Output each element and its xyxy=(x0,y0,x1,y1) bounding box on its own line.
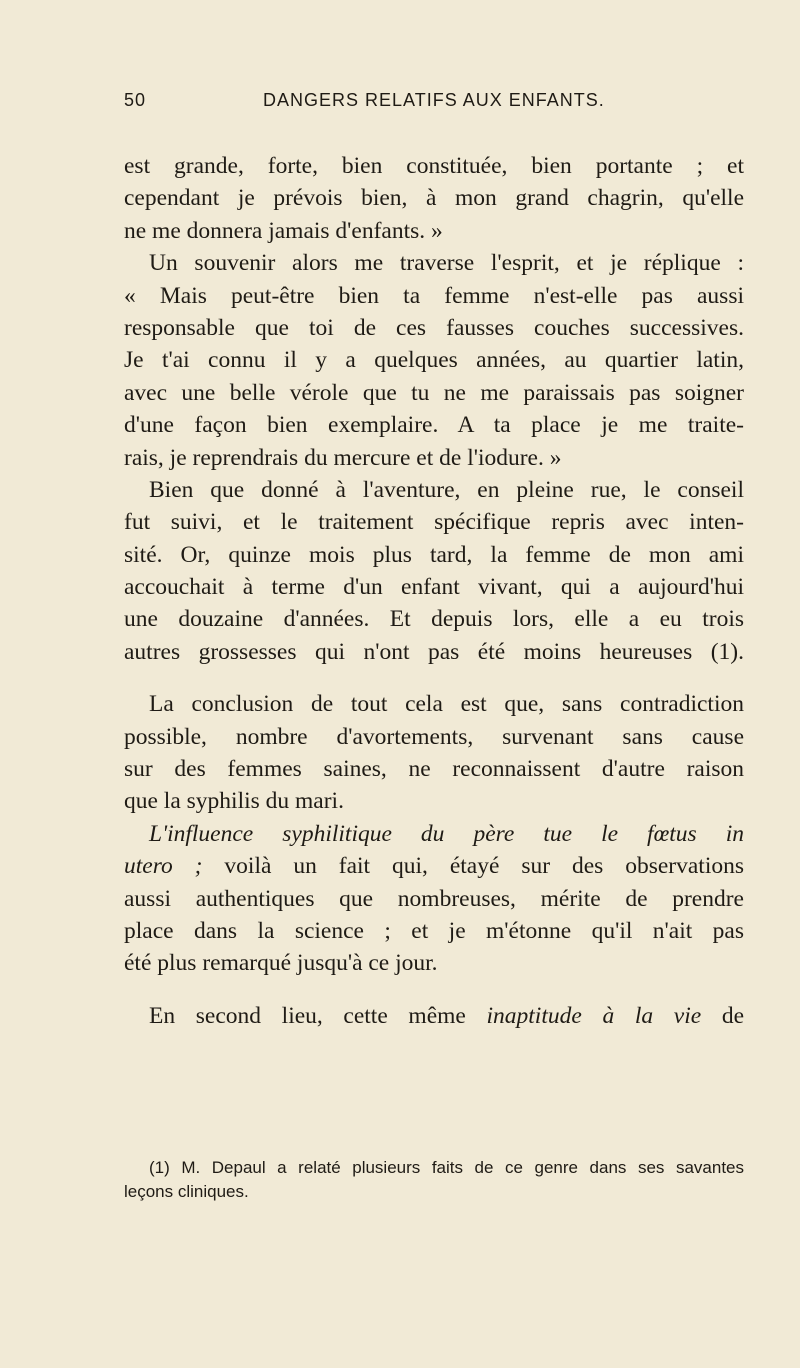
body-text xyxy=(124,150,744,1032)
running-title: DANGERS RELATIFS AUX ENFANTS. xyxy=(263,90,605,110)
text-line: autres grossesses qui n'ont pas été moins heureuses (1). xyxy=(124,638,744,665)
text-line: une douzaine d'années. Et depuis lors, elle a eu trois xyxy=(124,606,744,633)
text-line: aussi authentiques que nombreuses, mérite de prendre xyxy=(124,885,744,912)
text-line: « Mais peut-être bien ta femme n'est-elle pas aussi xyxy=(124,282,744,309)
text-line: Bien que donné à l'aventure, en pleine rue, le conseil xyxy=(149,476,744,503)
text-line: La conclusion de tout cela est que, sans contradiction xyxy=(149,691,744,718)
text-line: d'une façon bien exemplaire. A ta place je me traite- xyxy=(124,412,744,439)
footnote-line: (1) M. Depaul a relaté plusieurs faits de ce genre dans ses savantes xyxy=(149,1158,744,1177)
text-line: Un souvenir alors me traverse l'esprit, et je réplique : xyxy=(149,250,744,277)
text-line: cependant je prévois bien, à mon grand chagrin, qu'elle xyxy=(124,185,744,212)
footnote xyxy=(124,1156,744,1204)
text-line: responsable que toi de ces fausses couches successives. xyxy=(124,314,744,341)
text-line: ne me donnera jamais d'enfants. » xyxy=(124,217,443,244)
roman-text: de xyxy=(701,1002,744,1029)
text-line: été plus remarqué jusqu'à ce jour. xyxy=(124,950,438,977)
italic-text: inaptitude à la vie xyxy=(486,1002,702,1029)
text-line xyxy=(124,1000,744,1032)
italic-text: L'influence syphilitique du père tue le fœtus in xyxy=(149,820,744,847)
roman-text: En second lieu, cette même xyxy=(149,1002,487,1029)
roman-text: voilà un fait qui, étayé sur des observations xyxy=(202,853,744,880)
text-line: avec une belle vérole que tu ne me paraissais pas soigner xyxy=(124,379,744,406)
text-line: place dans la science ; et je m'étonne qu'il n'ait pas xyxy=(124,917,744,944)
page-number: 50 xyxy=(124,90,147,110)
text-line: est grande, forte, bien constituée, bien portante ; et xyxy=(124,153,744,179)
text-line xyxy=(124,850,744,882)
italic-text: utero ; xyxy=(124,853,203,880)
text-line: fut suivi, et le traitement spécifique repris avec inten- xyxy=(124,509,744,536)
text-line: rais, je reprendrais du mercure et de l'iodure. » xyxy=(124,444,562,471)
text-line: que la syphilis du mari. xyxy=(124,788,344,815)
text-line: Je t'ai connu il y a quelques années, au quartier latin, xyxy=(124,347,744,374)
text-line xyxy=(124,818,744,850)
text-line: accouchait à terme d'un enfant vivant, qui a aujourd'hui xyxy=(124,574,744,601)
text-line: sité. Or, quinze mois plus tard, la femme de mon ami xyxy=(124,541,744,568)
text-line: possible, nombre d'avortements, survenant sans cause xyxy=(124,723,744,750)
footnote-line: leçons cliniques. xyxy=(124,1182,249,1201)
page-header xyxy=(124,90,744,120)
text-line: sur des femmes saines, ne reconnaissent d'autre raison xyxy=(124,756,744,783)
